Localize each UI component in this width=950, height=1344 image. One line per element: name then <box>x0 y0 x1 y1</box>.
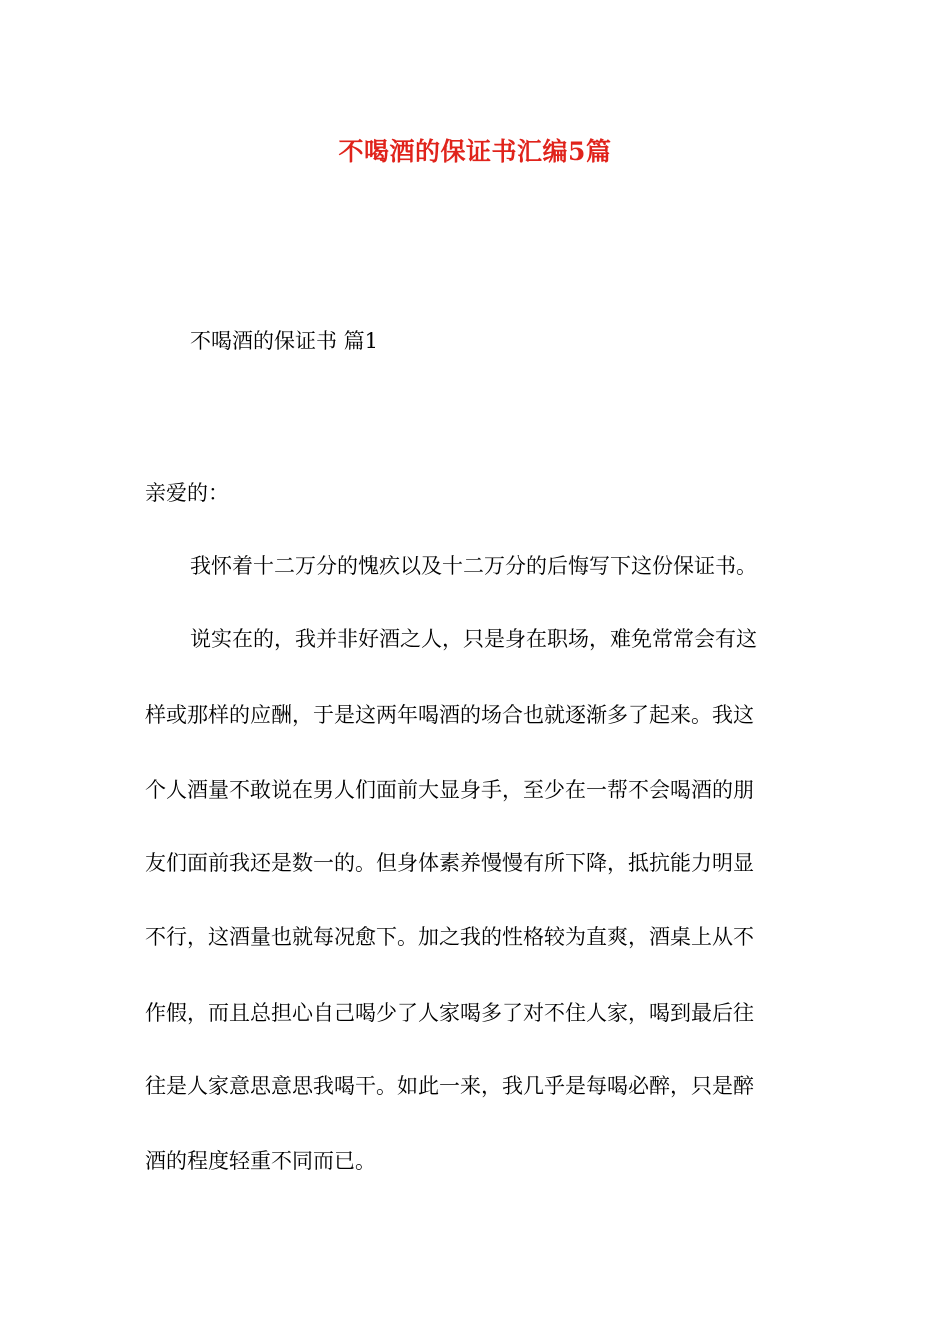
salutation: 亲爱的： <box>145 481 229 505</box>
paragraph-2-line-5: 不行，这酒量也就每况愈下。加之我的性格较为直爽，酒桌上从不 <box>145 925 754 949</box>
section-heading: 不喝酒的保证书 篇1 <box>190 329 379 353</box>
paragraph-1: 我怀着十二万分的愧疚以及十二万分的后悔写下这份保证书。 <box>190 554 757 578</box>
paragraph-2-line-7: 往是人家意思意思我喝干。如此一来，我几乎是每喝必醉，只是醉 <box>145 1074 754 1098</box>
paragraph-2-line-3: 个人酒量不敢说在男人们面前大显身手，至少在一帮不会喝酒的朋 <box>145 778 754 802</box>
paragraph-2-line-6: 作假，而且总担心自己喝少了人家喝多了对不住人家，喝到最后往 <box>145 1001 754 1025</box>
paragraph-2-line-2: 样或那样的应酬，于是这两年喝酒的场合也就逐渐多了起来。我这 <box>145 703 754 727</box>
paragraph-2-line-4: 友们面前我还是数一的。但身体素养慢慢有所下降，抵抗能力明显 <box>145 851 754 875</box>
document-title: 不喝酒的保证书汇编5篇 <box>338 137 612 166</box>
paragraph-2-line-8: 酒的程度轻重不同而已。 <box>145 1149 376 1173</box>
paragraph-2-line-1: 说实在的，我并非好酒之人，只是身在职场，难免常常会有这 <box>190 627 757 651</box>
